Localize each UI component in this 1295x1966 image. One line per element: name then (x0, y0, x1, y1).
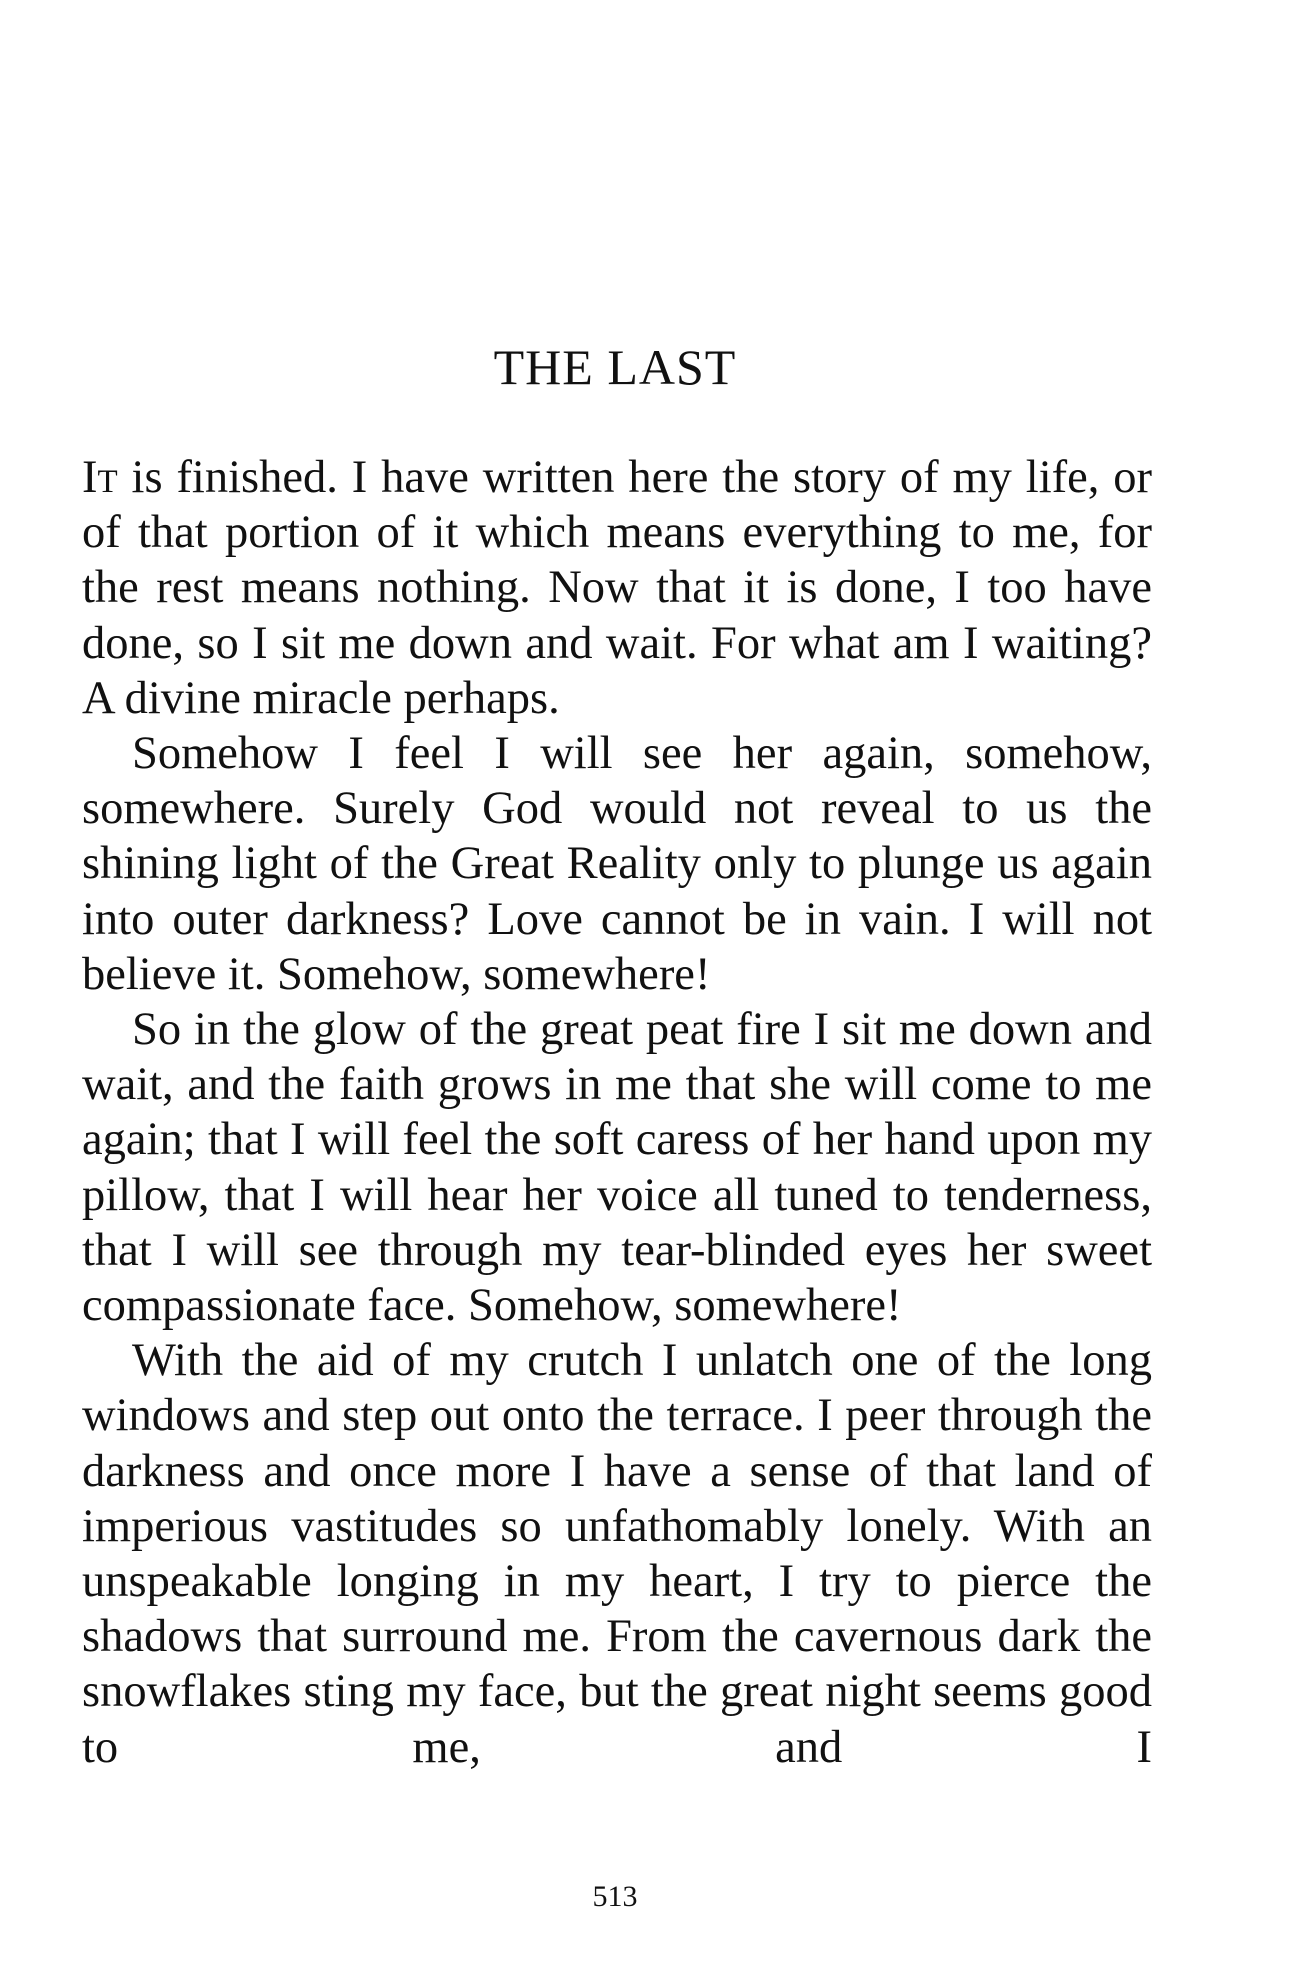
chapter-title: THE LAST (493, 339, 737, 395)
paragraph-1-text: is finished. I have written here the story of my life, or of that portion of it which means everything to me, for the rest means nothing. Now that it is done, I too have done, so I sit me down and wait. For what am I waiting? A divine miracle perhaps. (82, 452, 1152, 724)
page-number: 513 (592, 1880, 638, 1913)
body-text (82, 450, 1152, 1775)
paragraph-lead-word: It (82, 452, 118, 503)
paragraph-1 (82, 450, 1152, 726)
paragraph-2: Somehow I feel I will see her again, somehow, somewhere. Surely God would not reveal to us the shining light of the Great Reality only to plunge us again into outer darkness? Love cannot be in vain. I will not believe it. Somehow, somewhere! (82, 728, 1152, 1000)
paragraph-3: So in the glow of the great peat fire I sit me down and wait, and the faith grows in me that she will come to me again; that I will feel the soft caress of her hand upon my pillow, that I will hear her voice all tuned to tenderness, that I will see through my tear-blinded eyes her sweet compassionate face. Somehow, somewhere! (82, 1004, 1152, 1332)
paragraph-4: With the aid of my crutch I unlatch one of the long windows and step out onto the terrace. I peer through the darkness and once more I have a sense of that land of imperious vastitudes so unfathomably lonely. With an unspeakable longing in my heart, I try to pierce the shadows that surround me. From the cavernous dark the snowflakes sting my face, but the great night seems good to me, and I (82, 1335, 1152, 1773)
